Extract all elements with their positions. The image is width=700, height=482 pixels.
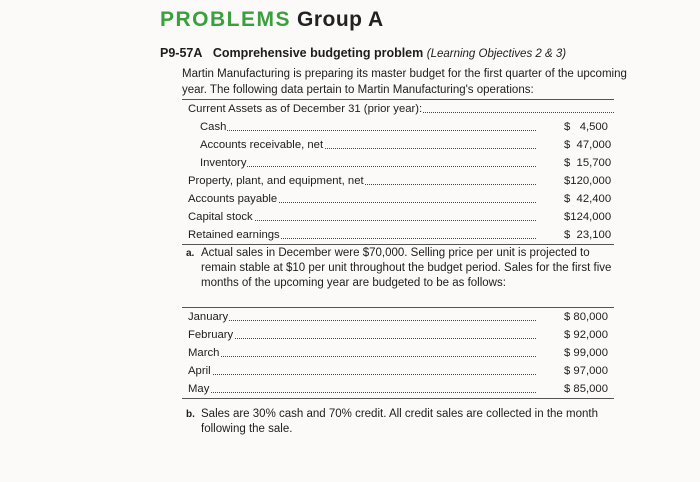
sales-month-row xyxy=(182,344,614,362)
item-a-text: Actual sales in December were $70,000. Selling price per unit is projected to remain stable at $10 per unit throughout the budget period. Sales for the first five months of the upcoming year are budgeted to be as follows: xyxy=(201,247,612,289)
balance-label: Accounts payable xyxy=(188,190,536,208)
section-heading-accent: PROBLEMS xyxy=(160,8,292,31)
balances-header-row xyxy=(182,100,614,118)
balance-row xyxy=(182,136,614,154)
balance-label: Inventory xyxy=(200,154,536,172)
sales-table xyxy=(182,307,614,399)
sales-month-row xyxy=(182,308,614,326)
balance-amount: $ 42,400 xyxy=(564,193,612,205)
sales-month-amount: $ 85,000 xyxy=(564,383,608,395)
item-a-marker: a. xyxy=(186,248,195,259)
balance-amount: $ 47,000 xyxy=(564,139,612,151)
sales-month-row xyxy=(182,362,614,380)
sales-month-row xyxy=(182,326,614,344)
sales-month-label: February xyxy=(188,326,536,344)
balance-row xyxy=(182,154,614,172)
balance-label: Property, plant, and equipment, net xyxy=(188,172,536,190)
sales-month-row xyxy=(182,380,614,398)
learning-objectives: (Learning Objectives 2 & 3) xyxy=(426,48,567,60)
sales-month-amount: $ 99,000 xyxy=(564,347,608,359)
sales-month-label: January xyxy=(188,308,536,326)
balances-header: Current Assets as of December 31 (prior year): xyxy=(188,100,614,118)
problem-title: Comprehensive budgeting problem xyxy=(212,46,424,60)
sales-month-label: March xyxy=(188,344,536,362)
problem-intro: Martin Manufacturing is preparing its master budget for the first quarter of the upcoming year. The following data pertain to Martin Manufacturing's operations: xyxy=(182,68,627,96)
sales-month-amount: $ 80,000 xyxy=(564,311,608,323)
balance-row xyxy=(182,190,614,208)
problem-number: P9-57A xyxy=(160,46,203,60)
item-b-marker: b. xyxy=(186,409,195,420)
item-a xyxy=(186,246,618,291)
balance-amount: $ 23,100 xyxy=(564,229,612,241)
balance-label: Capital stock xyxy=(188,208,536,226)
section-heading xyxy=(160,8,384,32)
balance-row xyxy=(182,172,614,190)
balance-amount: $124,000 xyxy=(564,211,612,223)
sales-month-amount: $ 97,000 xyxy=(564,365,608,377)
balance-label: Retained earnings xyxy=(188,226,536,244)
balance-label: Accounts receivable, net xyxy=(200,136,536,154)
balance-amount: $120,000 xyxy=(564,175,612,187)
item-b-text: Sales are 30% cash and 70% credit. All credit sales are collected in the month following the sale. xyxy=(201,408,598,435)
sales-month-label: May xyxy=(188,380,536,398)
balances-table xyxy=(182,99,614,245)
problem-heading xyxy=(160,46,566,60)
sales-month-amount: $ 92,000 xyxy=(564,329,608,341)
section-heading-group: Group A xyxy=(297,8,384,31)
balance-amount: $ 15,700 xyxy=(564,157,612,169)
balance-row xyxy=(182,226,614,244)
sales-month-label: April xyxy=(188,362,536,380)
balance-label: Cash xyxy=(200,118,536,136)
balance-row xyxy=(182,118,614,136)
item-b xyxy=(186,407,618,437)
balance-row xyxy=(182,208,614,226)
balance-amount: $ 4,500 xyxy=(564,121,608,133)
